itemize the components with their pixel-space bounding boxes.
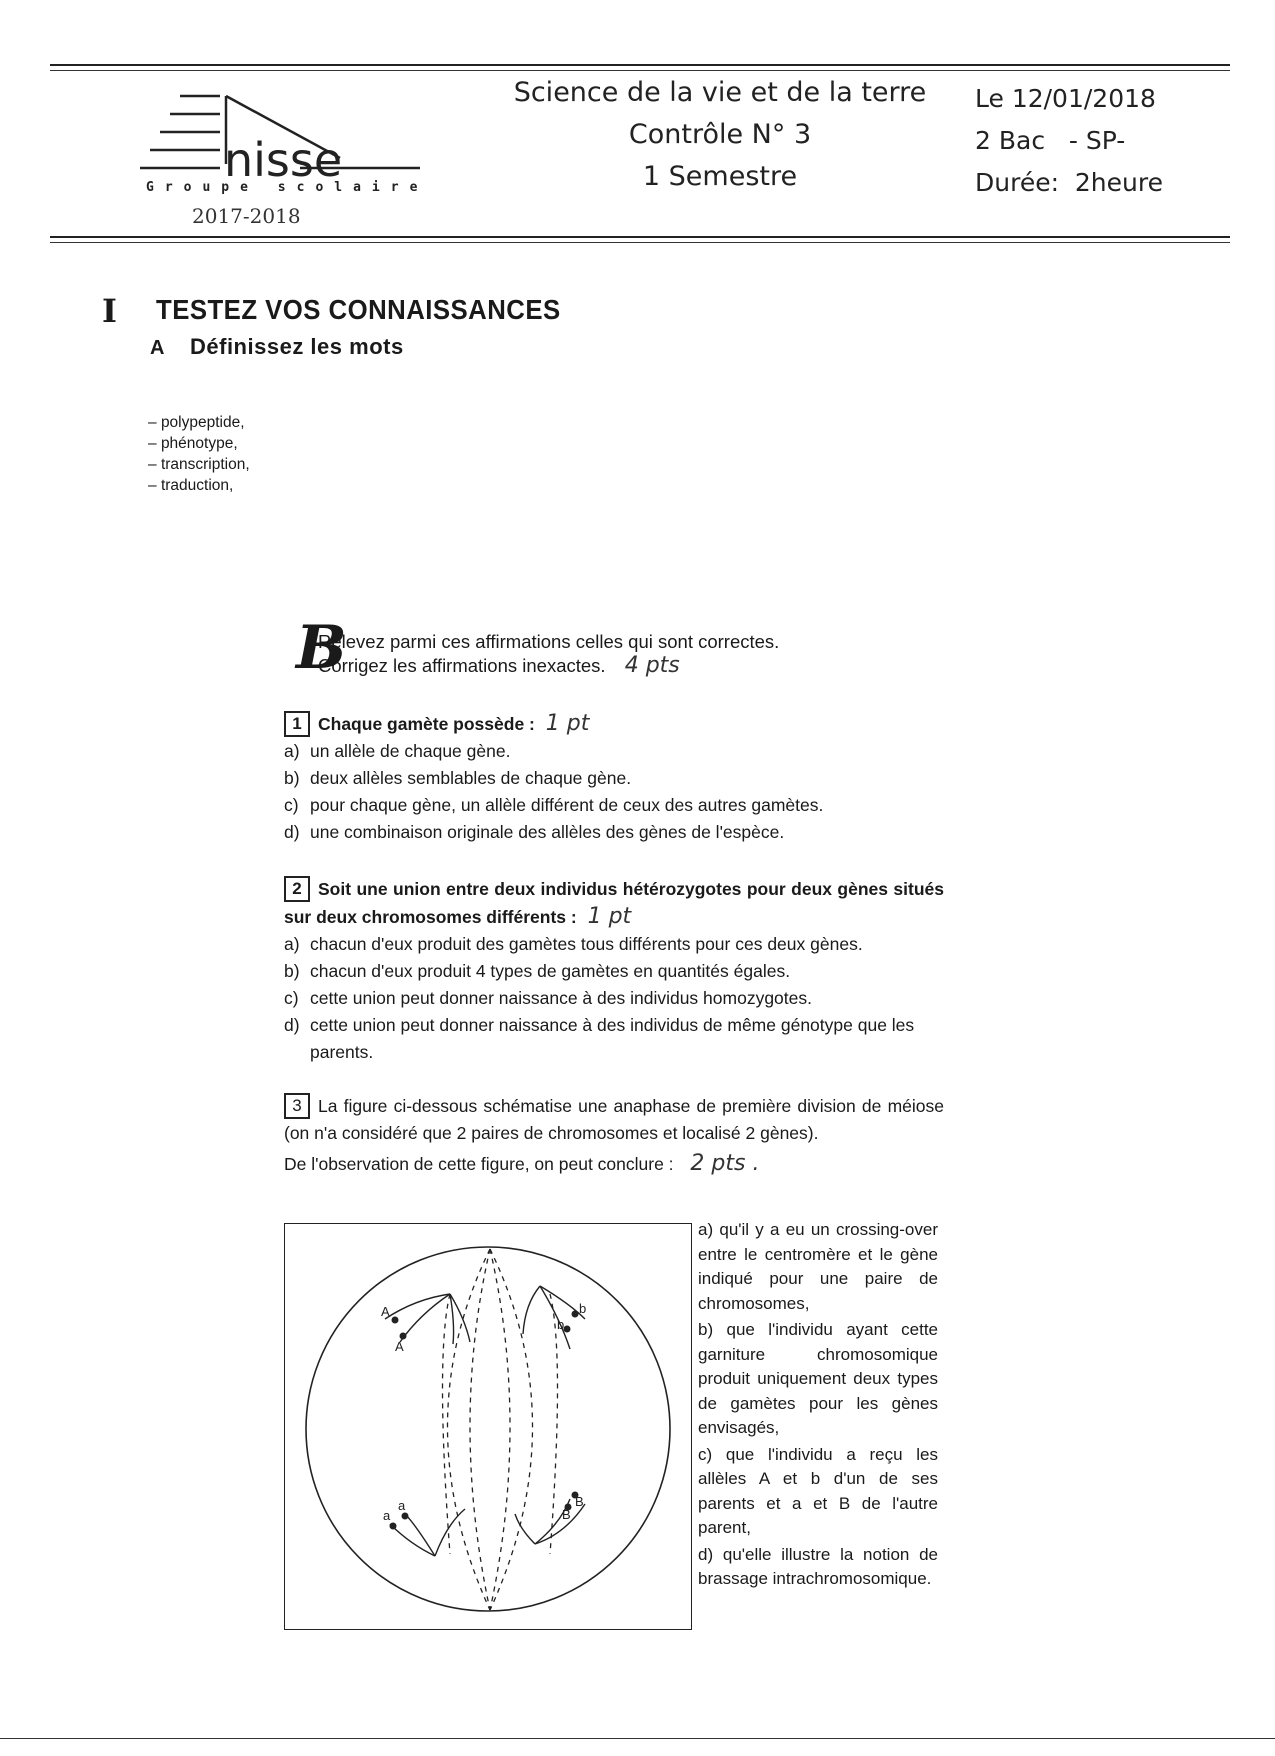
part-b-line1: Relevez parmi ces affirmations celles qui sont correctes. xyxy=(318,631,780,652)
option-item: c) pour chaque gène, un allèle différent de ceux des autres gamètes. xyxy=(284,795,824,815)
class-level: 2 Bac - SP- xyxy=(975,126,1126,155)
school-logo xyxy=(140,84,440,224)
question-number: 2 xyxy=(284,876,310,902)
part-b-points: 4 pts xyxy=(624,653,680,678)
term-item: – traduction, xyxy=(148,475,250,496)
option-item: a) chacun d'eux produit des gamètes tous différents pour ces deux gènes. xyxy=(284,934,863,954)
header-bottom-rule xyxy=(50,236,1230,238)
header-bottom-rule-2 xyxy=(50,242,1230,243)
part-a-title: Définissez les mots xyxy=(190,334,404,359)
option-item: b) que l'individu ayant cette garniture chromosomique produit uniquement deux types de gamètes pour les gènes envisagés, xyxy=(698,1320,938,1437)
question-3 xyxy=(284,1093,944,1178)
logo-subtitle: Groupe scolaire xyxy=(146,180,429,195)
allele-label: b xyxy=(557,1317,565,1332)
figure-options xyxy=(698,1218,938,1594)
header-top-rule-2 xyxy=(50,70,1230,71)
question-head: Chaque gamète possède : xyxy=(318,714,535,734)
allele-label: B xyxy=(575,1494,584,1509)
logo-year: 2017-2018 xyxy=(192,204,301,228)
option-item: d) qu'elle illustre la notion de brassage intrachromosomique. xyxy=(698,1544,938,1588)
question-2 xyxy=(284,876,944,1066)
option-item: c) cette union peut donner naissance à des individus homozygotes. xyxy=(284,988,812,1008)
question-1 xyxy=(284,710,944,846)
section-title: TESTEZ VOS CONNAISSANCES xyxy=(156,294,561,325)
term-item: – phénotype, xyxy=(148,433,250,454)
footer-rule xyxy=(0,1738,1275,1739)
question-number: 3 xyxy=(284,1093,310,1119)
part-b-line2: Corrigez les affirmations inexactes. xyxy=(318,655,606,676)
allele-label: B xyxy=(562,1507,571,1522)
part-b-instructions xyxy=(318,630,779,678)
subject-title: Science de la vie et de la terre xyxy=(513,77,927,108)
part-a-letter: A xyxy=(150,337,165,359)
option-item: a) qu'il y a eu un crossing-over entre le centromère et le gène indiqué pour une paire de chromosomes, xyxy=(698,1220,938,1313)
header-top-rule xyxy=(50,64,1230,66)
option-item: d) cette union peut donner naissance à des individus de même génotype que les parents. xyxy=(284,1015,915,1062)
exam-title: Contrôle N° 3 xyxy=(628,119,812,150)
question-points: 1 pt xyxy=(545,711,590,736)
question-head: Soit une union entre deux individus hétérozygotes pour deux gènes situés sur deux chromosomes différents : xyxy=(284,879,944,927)
spindle-fibers xyxy=(443,1249,558,1610)
allele-label: A xyxy=(395,1339,404,1354)
allele-label: b xyxy=(579,1301,587,1316)
anaphase-figure xyxy=(284,1223,692,1630)
definition-terms xyxy=(148,412,250,496)
section-number: I xyxy=(102,292,117,330)
option-item: a) un allèle de chaque gène. xyxy=(284,741,511,761)
option-item: b) deux allèles semblables de chaque gène. xyxy=(284,768,632,788)
option-item: c) que l'individu a reçu les allèles A et b d'un de ses parents et a et B de l'autre parent, xyxy=(698,1444,938,1537)
option-item: d) une combinaison originale des allèles des gènes de l'espèce. xyxy=(284,822,785,842)
header-right xyxy=(975,78,1235,204)
exam-date: Le 12/01/2018 xyxy=(975,84,1156,113)
anaphase-diagram xyxy=(285,1224,691,1629)
exam-duration: Durée: 2heure xyxy=(975,168,1163,197)
question-points: 2 pts . xyxy=(690,1151,760,1176)
term-item: – polypeptide, xyxy=(148,412,250,433)
option-item: b) chacun d'eux produit 4 types de gamètes en quantités égales. xyxy=(284,961,791,981)
part-b-letter: B xyxy=(296,613,347,683)
allele-label: A xyxy=(381,1304,390,1319)
logo-name: nisse xyxy=(224,133,343,187)
question-points: 1 pt xyxy=(587,904,632,929)
cell-outline xyxy=(306,1247,670,1611)
question-conclude: De l'observation de cette figure, on peut conclure : xyxy=(284,1154,674,1174)
question-intro: La figure ci-dessous schématise une anaphase de première division de méiose (on n'a considéré que 2 paires de chromosomes et localisé 2 gènes). xyxy=(284,1096,944,1143)
header-center xyxy=(480,72,960,198)
gene-loci xyxy=(390,1311,579,1530)
allele-label: a xyxy=(398,1498,406,1513)
question-number: 1 xyxy=(284,711,310,737)
term-item: – transcription, xyxy=(148,454,250,475)
semester: 1 Semestre xyxy=(642,161,798,192)
allele-label: a xyxy=(383,1508,391,1523)
